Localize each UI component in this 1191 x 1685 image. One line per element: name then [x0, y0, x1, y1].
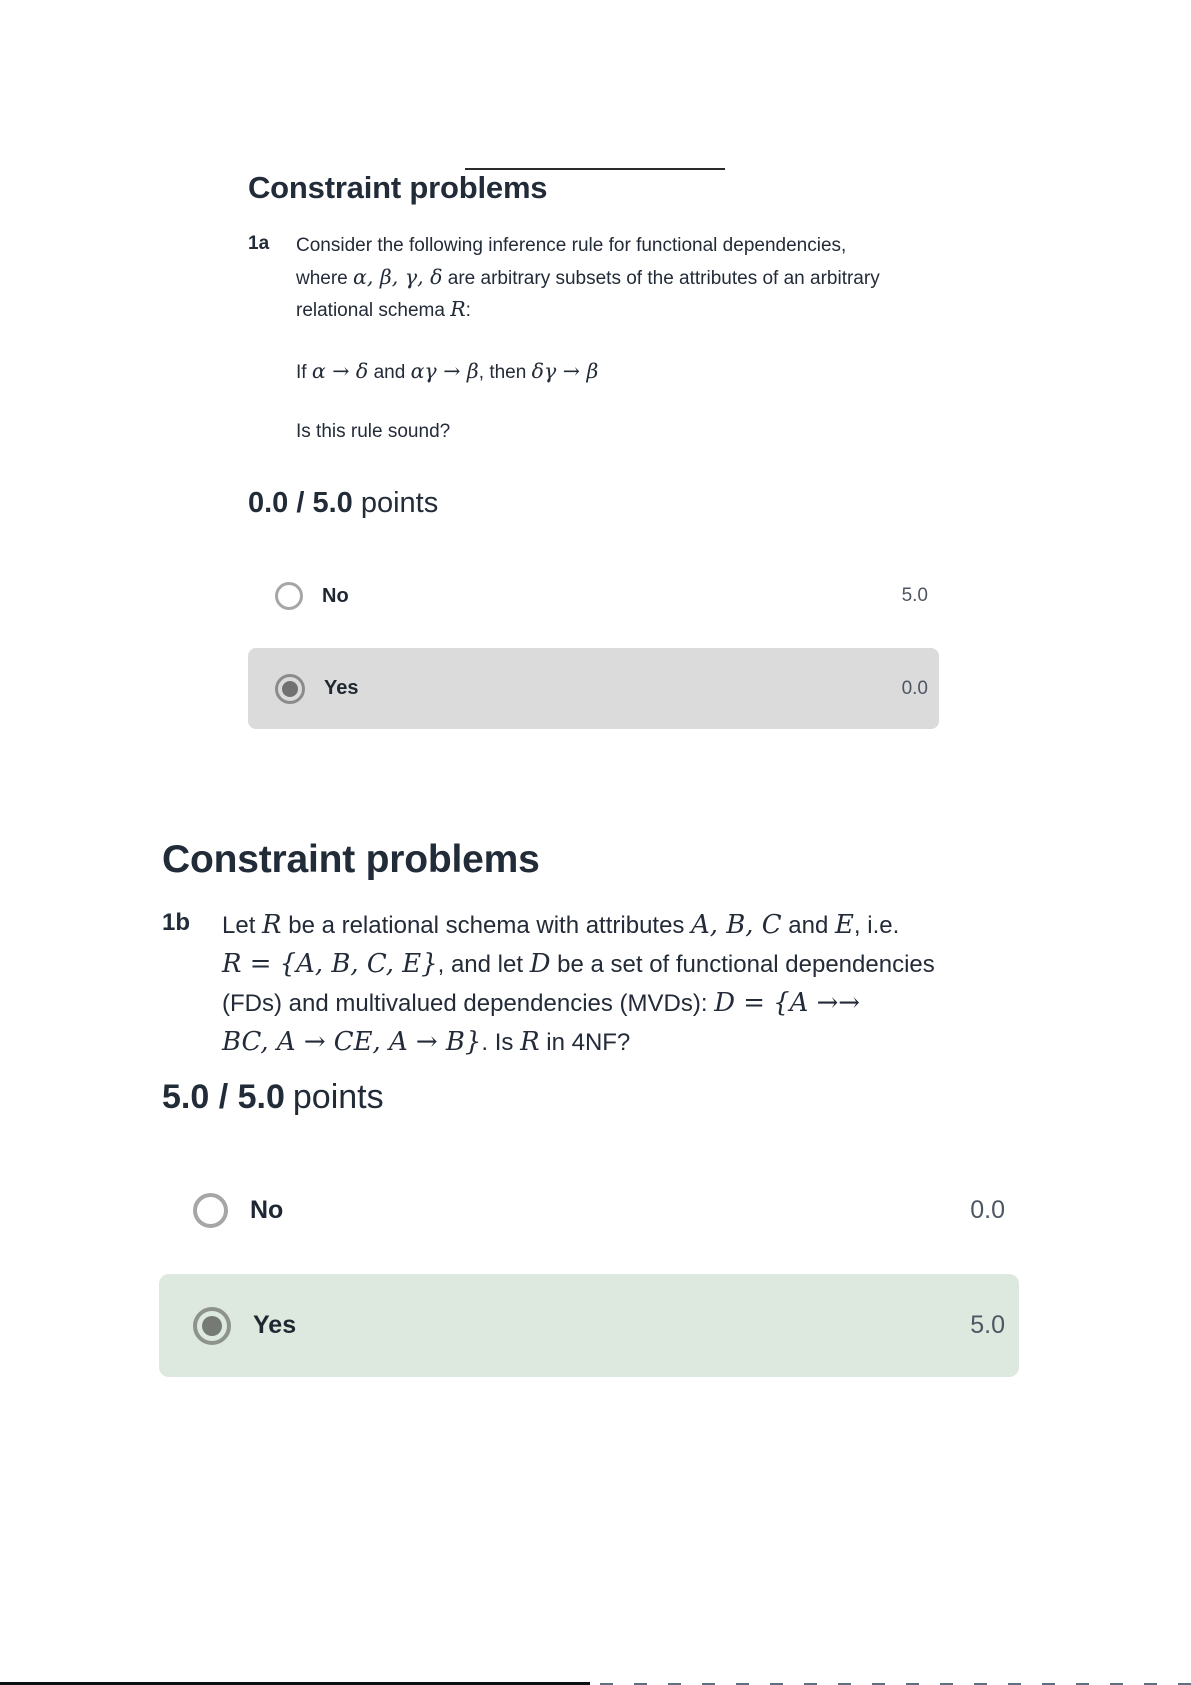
question-number: 1b	[162, 909, 191, 936]
option-label: No	[250, 1195, 284, 1224]
question-line: Let R be a relational schema with attributes A, B, C and E, i.e.	[222, 910, 900, 940]
radio-unselected-icon[interactable]	[193, 1193, 228, 1228]
radio-selected-icon[interactable]	[193, 1307, 231, 1345]
option-label: No	[322, 584, 349, 607]
question-line: BC, A → CE, A → B}. Is R in 4NF?	[222, 1027, 631, 1057]
radio-selected-icon[interactable]	[275, 674, 305, 704]
option-label: Yes	[253, 1311, 297, 1339]
option-points: 0.0	[970, 1195, 1005, 1224]
section-heading: Constraint problems	[248, 170, 548, 205]
points-score	[162, 1078, 384, 1117]
question-number: 1a	[248, 233, 270, 254]
score-value: 0.0 / 5.0	[248, 487, 353, 519]
question-line: Consider the following inference rule for functional dependencies,	[296, 235, 847, 256]
question-line: relational schema R:	[296, 297, 471, 321]
answer-option-no[interactable]	[159, 1170, 1019, 1250]
question-line: Is this rule sound?	[296, 421, 451, 442]
question-line: (FDs) and multivalued dependencies (MVDs): D = {A →→	[222, 988, 860, 1018]
answer-option-yes[interactable]	[248, 648, 939, 729]
section-heading: Constraint problems	[162, 838, 540, 881]
score-value: 5.0 / 5.0	[162, 1078, 285, 1116]
question-line: If α → δ and αγ → β, then δγ → β	[296, 358, 599, 383]
option-points: 0.0	[901, 677, 928, 699]
points-score	[248, 487, 438, 520]
question-line: R = {A, B, C, E}, and let D be a set of functional dependencies	[222, 949, 935, 979]
question-line: where α, β, γ, δ are arbitrary subsets of the attributes of an arbitrary	[296, 264, 880, 289]
answer-option-yes[interactable]	[159, 1274, 1019, 1377]
score-suffix: points	[360, 487, 439, 519]
score-suffix: points	[292, 1078, 384, 1116]
answer-option-no[interactable]	[248, 558, 939, 634]
option-label: Yes	[324, 677, 359, 699]
radio-unselected-icon[interactable]	[275, 582, 303, 610]
option-points: 5.0	[970, 1311, 1005, 1339]
option-points: 5.0	[901, 585, 928, 606]
question-text	[222, 906, 935, 1062]
question-text	[296, 231, 880, 448]
